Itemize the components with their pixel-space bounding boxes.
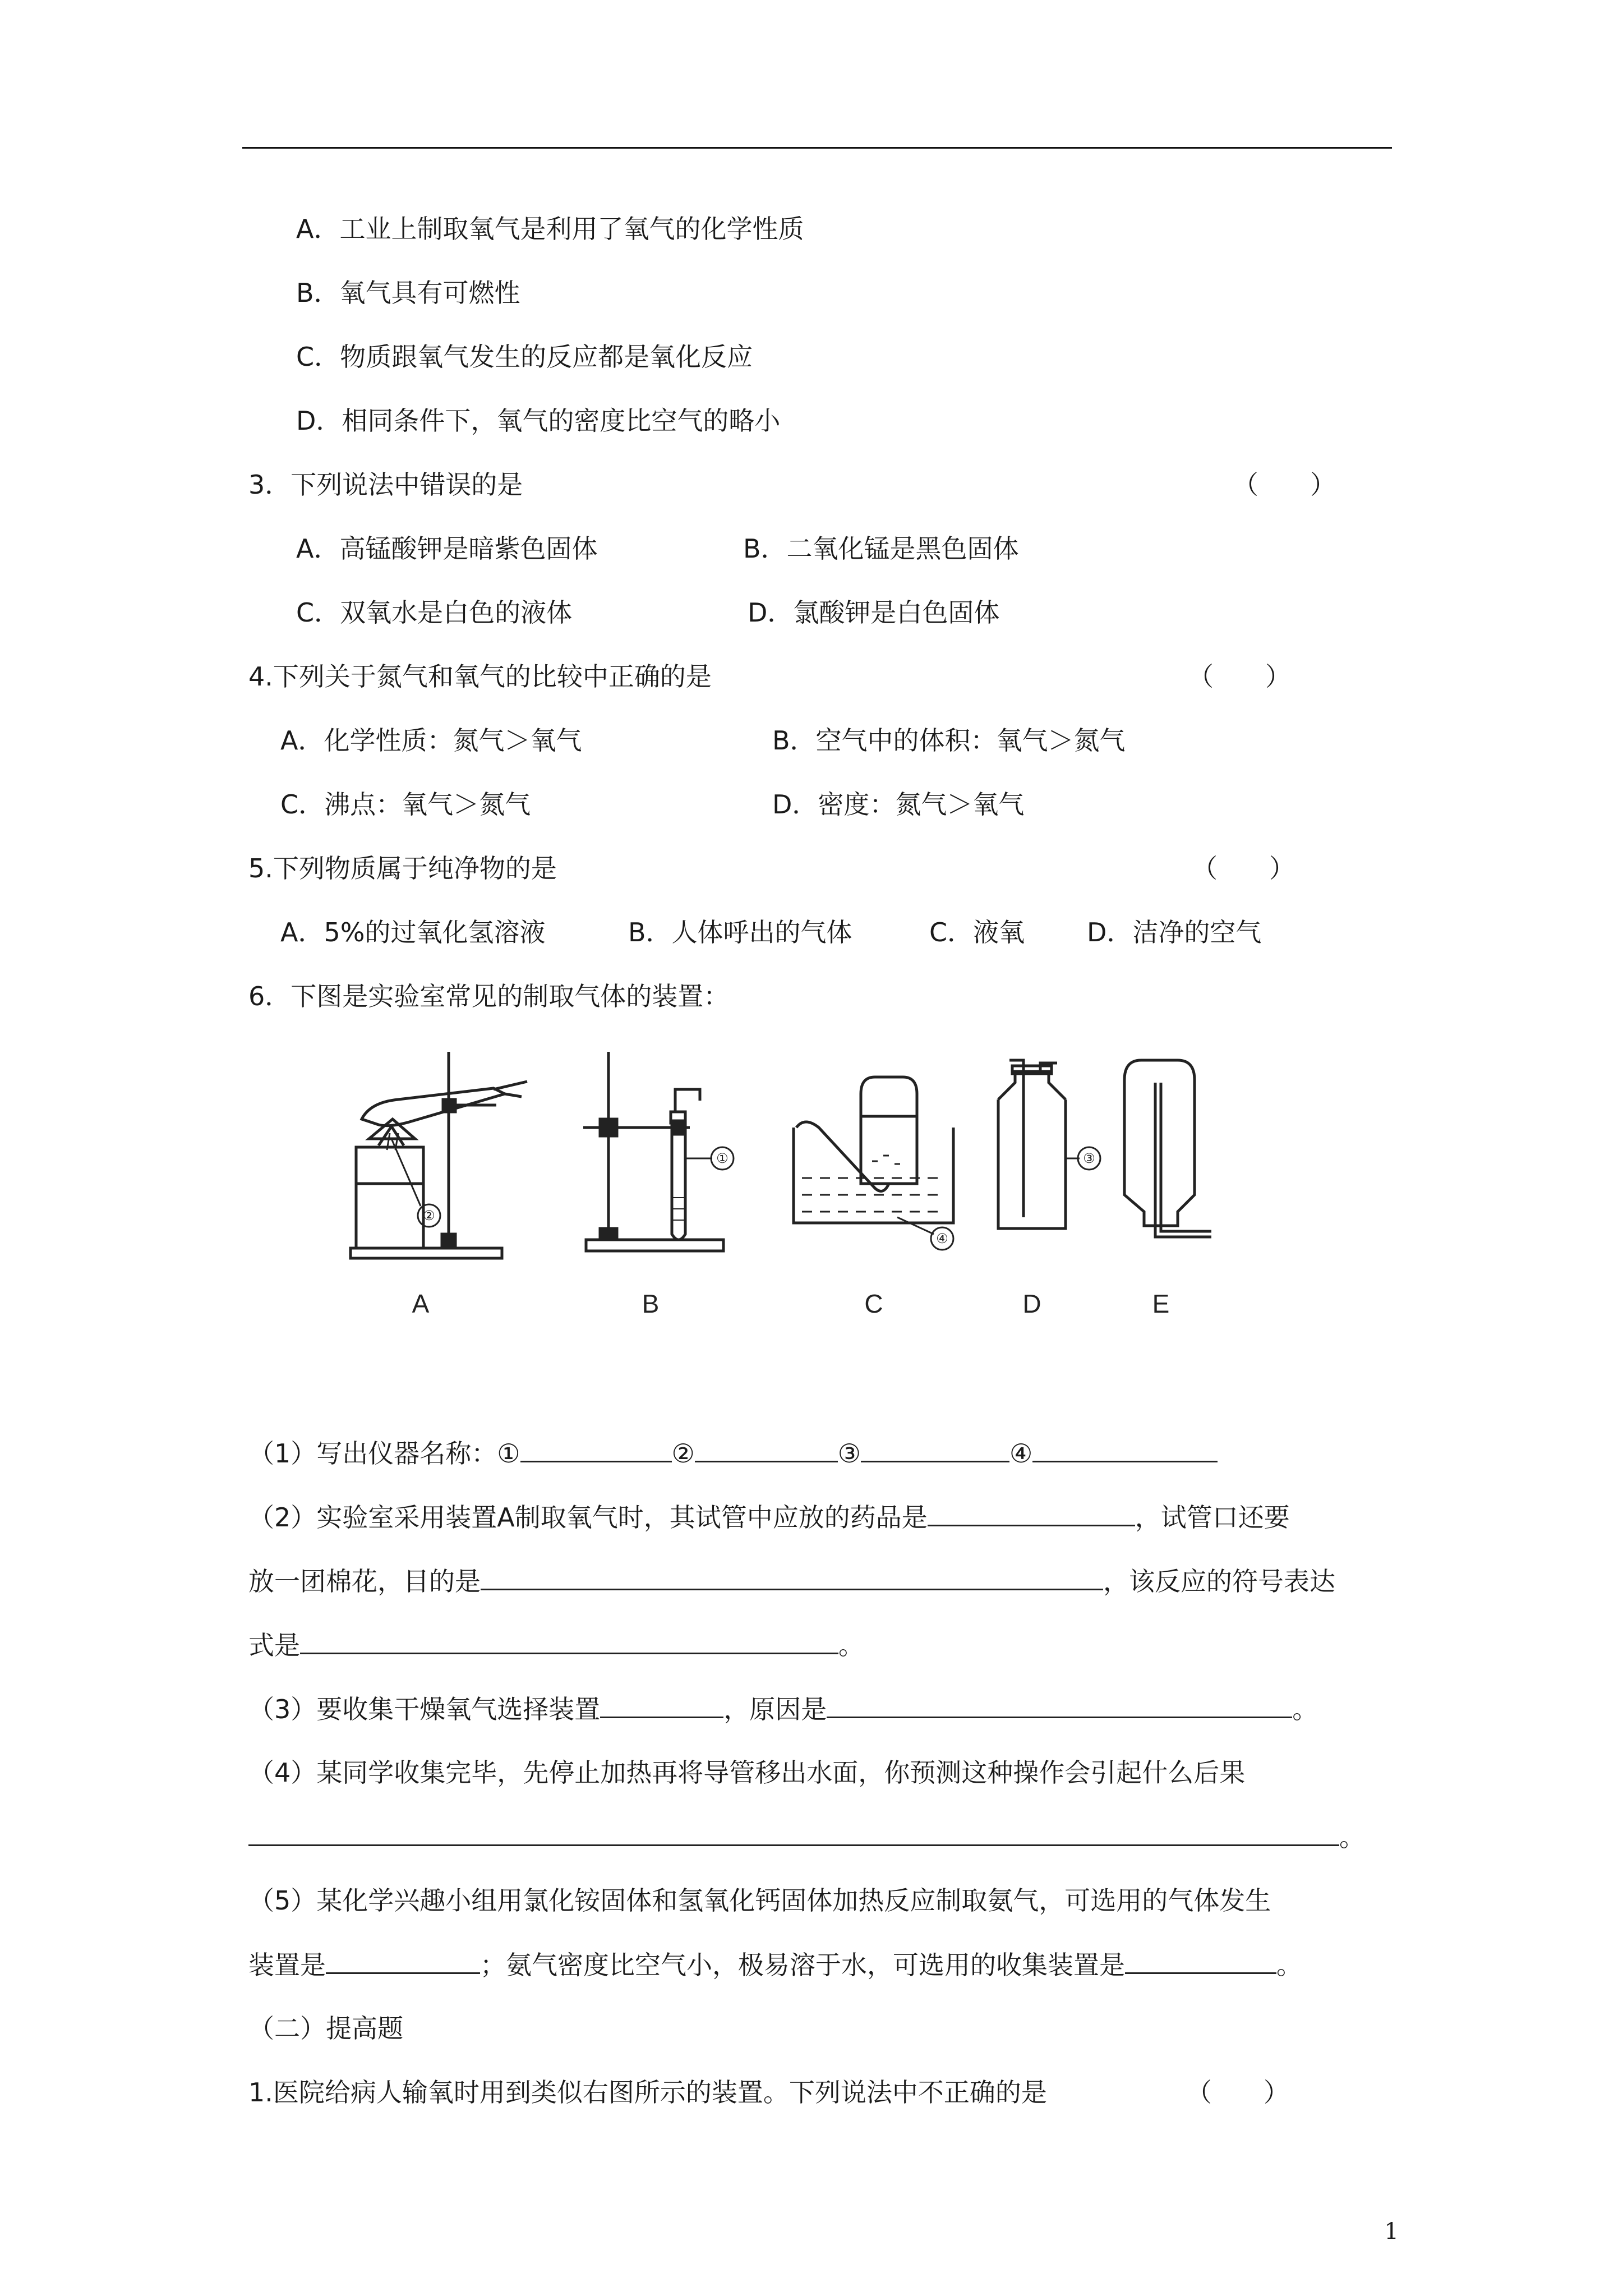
q3-option-a: A．高锰酸钾是暗紫色固体 <box>296 533 598 564</box>
blank-equation[interactable] <box>300 1628 838 1654</box>
q4-option-b: B．空气中的体积：氧气＞氮气 <box>772 725 1126 756</box>
q3-answer-paren[interactable]: （ ） <box>1233 470 1336 500</box>
q6-part2-text-4: ，该反应的符号表达 <box>1103 1566 1335 1596</box>
blank-instrument-1[interactable] <box>520 1436 672 1462</box>
marker-label-1: ① <box>497 1438 520 1469</box>
q6-part5-text-3: 。 <box>1276 1950 1302 1980</box>
q6-stem: 6．下图是实验室常见的制取气体的装置： <box>248 981 730 1011</box>
q6-part4-end: 。 <box>1339 1822 1365 1852</box>
q6-part1-prefix: （1）写出仪器名称： <box>248 1438 497 1469</box>
q6-part3 <box>248 1692 1318 1726</box>
marker-label-4: ④ <box>1009 1438 1033 1469</box>
q6-part2-line2 <box>248 1564 1335 1598</box>
q6-part4-line1: （4）某同学收集完毕，先停止加热再将导管移出水面，你预测这种操作会引起什么后果 <box>248 1757 1246 1788</box>
marker-1: ① <box>716 1151 728 1166</box>
q6-part2-text-1: （2）实验室采用装置A制取氧气时，其试管中应放的药品是 <box>248 1502 928 1533</box>
apparatus-label-b: B <box>642 1289 660 1318</box>
blank-ammonia-collector[interactable] <box>1125 1948 1276 1974</box>
q6-part5-line2 <box>248 1948 1302 1982</box>
q2-option-d: D．相同条件下，氧气的密度比空气的略小 <box>296 406 781 436</box>
q4-option-d: D．密度：氮气＞氧气 <box>772 789 1025 820</box>
apparatus-b <box>583 1052 734 1251</box>
q4-answer-paren[interactable]: （ ） <box>1188 661 1291 692</box>
blank-instrument-2[interactable] <box>695 1436 838 1462</box>
marker-3: ③ <box>1083 1151 1095 1166</box>
header-rule <box>242 147 1392 149</box>
q3-option-b: B．二氧化锰是黑色固体 <box>743 533 1019 564</box>
apparatus-e <box>1124 1060 1211 1237</box>
q6-apparatus-figure <box>336 1049 1290 1324</box>
q2-option-a: A．工业上制取氧气是利用了氧气的化学性质 <box>296 214 804 244</box>
q6-part2-text-3: 放一团棉花，目的是 <box>248 1566 481 1596</box>
q6-part3-text-1: （3）要收集干燥氧气选择装置 <box>248 1694 601 1724</box>
q5-option-a: A．5%的过氧化氢溶液 <box>280 917 546 947</box>
marker-4: ④ <box>936 1231 948 1246</box>
marker-label-3: ③ <box>837 1438 861 1469</box>
q6-part2-text-5: 式是 <box>248 1630 300 1660</box>
q6-part5-line1: （5）某化学兴趣小组用氯化铵固体和氢氧化钙固体加热反应制取氨气，可选用的气体发生 <box>248 1885 1271 1916</box>
q6-part2-text-6: 。 <box>838 1630 864 1660</box>
apparatus-label-c: C <box>864 1289 883 1318</box>
apparatus-a <box>351 1052 527 1258</box>
q5-answer-paren[interactable]: （ ） <box>1192 853 1295 884</box>
q6-part4-line2 <box>248 1820 1365 1854</box>
blank-ammonia-generator[interactable] <box>326 1948 480 1974</box>
apparatus-label-d: D <box>1022 1289 1041 1318</box>
blank-cotton-purpose[interactable] <box>481 1564 1103 1590</box>
marker-label-2: ② <box>671 1438 695 1469</box>
q3-option-d: D．氯酸钾是白色固体 <box>748 597 1000 628</box>
q2-option-b: B．氧气具有可燃性 <box>296 278 520 308</box>
blank-instrument-3[interactable] <box>861 1436 1009 1462</box>
q5-option-b: B．人体呼出的气体 <box>628 917 852 947</box>
q6-part5-text-2: ；氨气密度比空气小，极易溶于水，可选用的收集装置是 <box>480 1950 1125 1980</box>
q6-part3-text-3: 。 <box>1292 1694 1318 1724</box>
q5-option-d: D．洁净的空气 <box>1087 917 1262 947</box>
q4-option-c: C．沸点：氧气＞氮气 <box>280 789 531 820</box>
q2-option-c: C．物质跟氧气发生的反应都是氧化反应 <box>296 342 753 372</box>
q6-part2-text-2: ，试管口还要 <box>1135 1502 1290 1533</box>
q4-stem: 4.下列关于氮气和氧气的比较中正确的是 <box>248 661 712 692</box>
blank-dry-collection-reason[interactable] <box>827 1692 1292 1718</box>
marker-2: ② <box>423 1208 435 1223</box>
q6-part2-line3 <box>248 1628 864 1662</box>
blank-reagent[interactable] <box>928 1500 1135 1526</box>
q5-option-c: C．液氧 <box>929 917 1025 947</box>
q3-option-c: C．双氧水是白色的液体 <box>296 597 573 628</box>
apparatus-c <box>794 1077 953 1250</box>
apparatus-label-e: E <box>1152 1289 1170 1318</box>
apparatus-label-a: A <box>412 1289 430 1318</box>
q6-part5-text-1: 装置是 <box>248 1950 326 1980</box>
blank-dry-collection-device[interactable] <box>600 1692 723 1718</box>
section-2-q1-paren[interactable]: （ ） <box>1186 2077 1289 2108</box>
page-number: 1 <box>1384 2219 1399 2244</box>
q6-part1 <box>248 1436 1218 1470</box>
q3-stem: 3．下列说法中错误的是 <box>248 470 523 500</box>
q4-option-a: A．化学性质：氮气＞氧气 <box>280 725 582 756</box>
blank-consequence[interactable] <box>248 1820 1339 1846</box>
q6-part2-line1 <box>248 1500 1290 1534</box>
section-2-q1-stem: 1.医院给病人输氧时用到类似右图所示的装置。下列说法中不正确的是 <box>248 2077 1047 2108</box>
blank-instrument-4[interactable] <box>1032 1436 1218 1462</box>
section-2-title: （二）提高题 <box>248 2013 403 2044</box>
apparatus-d <box>998 1060 1100 1228</box>
q5-stem: 5.下列物质属于纯净物的是 <box>248 853 557 884</box>
q6-part3-text-2: ，原因是 <box>723 1694 827 1724</box>
